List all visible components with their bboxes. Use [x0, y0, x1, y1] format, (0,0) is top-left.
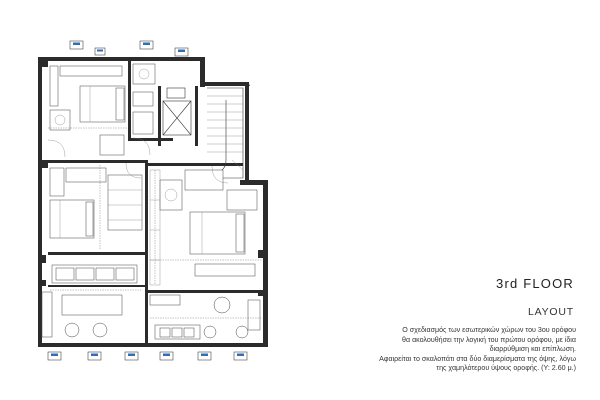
elevator-shaft: [163, 88, 191, 135]
elevation-tag: [70, 41, 83, 49]
elevation-tag: [95, 48, 105, 55]
elevation-tag: [198, 352, 211, 360]
elevation-tag: [88, 352, 101, 360]
elevation-tag: [234, 352, 247, 360]
description-line: Ο σχεδιασμός των εσωτερικών χώρων του 3ου ορόφου: [402, 326, 576, 334]
description-line: διαρρύθμιση και επίπλωση.: [489, 345, 576, 353]
left-bedroom: [50, 163, 142, 250]
elevation-tag: [175, 48, 188, 56]
layout-title: LAYOUT: [527, 306, 574, 318]
elevation-tag: [160, 352, 173, 360]
upper-bedroom: [48, 66, 128, 157]
elevation-tags-bottom: [48, 352, 247, 360]
floor-title: 3rd FLOOR: [496, 276, 574, 291]
left-living-room: [42, 265, 142, 337]
description-line: της χαμηλότερου ύψους οροφής. (Y: 2.60 μ.): [436, 364, 576, 372]
description-text: [306, 326, 576, 374]
upper-bathroom: [133, 64, 155, 155]
description-line: θα ακολουθήσει την λογική του πρώτου ορόφου, με ίδια: [402, 335, 576, 344]
corridor: [150, 170, 160, 285]
description-line: Αφαιρείται το σκαλοπάτι στα δύο διαμερίσματα της όψης, λόγω: [379, 354, 576, 363]
elevation-tags-top: [70, 41, 188, 56]
elevation-tag: [48, 352, 61, 360]
elevation-tag: [140, 41, 153, 49]
elevation-tag: [125, 352, 138, 360]
right-living-room: [150, 295, 262, 339]
